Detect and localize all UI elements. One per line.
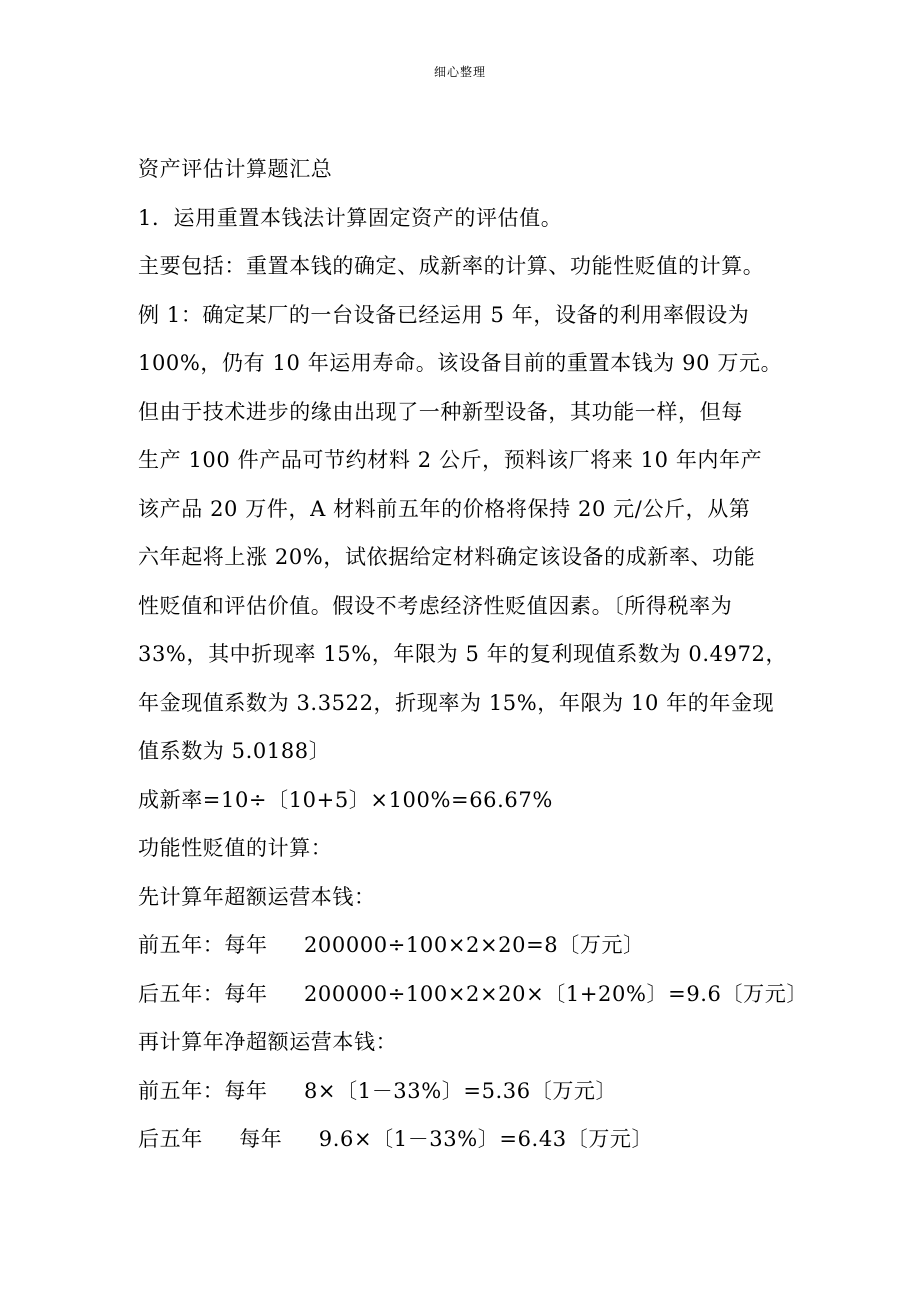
example-line: 100%，仍有 10 年运用寿命。该设备目前的重置本钱为 90 万元。 bbox=[138, 351, 783, 375]
page-header: 细心整理 bbox=[433, 65, 486, 79]
formula-line: 后五年 每年 9.6×〔1－33%〕=6.43〔万元〕 bbox=[138, 1127, 654, 1151]
document-body bbox=[138, 145, 808, 1164]
formula-line: 成新率=10÷〔10+5〕×100%=66.67% bbox=[138, 787, 553, 812]
subheading-line: 功能性贬值的计算： bbox=[138, 836, 333, 860]
example-line: 例 1：确定某厂的一台设备已经运用 5 年，设备的利用率假设为 bbox=[138, 302, 750, 327]
document-title: 资产评估计算题汇总 bbox=[138, 157, 333, 181]
example-line: 性贬值和评估价值。假设不考虑经济性贬值因素。〔所得税率为 bbox=[138, 593, 733, 618]
example-line: 值系数为 5.0188〕 bbox=[138, 739, 331, 763]
example-line: 生产 100 件产品可节约材料 2 公斤，预料该厂将来 10 年内年产 bbox=[138, 448, 763, 472]
example-line: 年金现值系数为 3.3522，折现率为 15%，年限为 10 年的年金现 bbox=[138, 690, 775, 715]
formula-line: 前五年：每年 200000÷100×2×20=8〔万元〕 bbox=[138, 933, 645, 957]
example-line: 但由于技术进步的缘由出现了一种新型设备，其功能一样，但每 bbox=[138, 399, 743, 424]
formula-line: 前五年：每年 8×〔1－33%〕=5.36〔万元〕 bbox=[138, 1078, 618, 1103]
subheading-line: 再计算年净超额运营本钱： bbox=[138, 1030, 398, 1054]
example-line: 六年起将上涨 20%，试依据给定材料确定该设备的成新率、功能 bbox=[138, 545, 756, 569]
section-heading: 1．运用重置本钱法计算固定资产的评估值。 bbox=[138, 205, 563, 230]
subheading-line: 先计算年超额运营本钱： bbox=[138, 884, 376, 909]
example-line: 33%，其中折现率 15%，年限为 5 年的复利现值系数为 0.4972， bbox=[138, 642, 788, 666]
formula-line: 后五年：每年 200000÷100×2×20×〔1+20%〕=9.6〔万元〕 bbox=[138, 981, 808, 1006]
paragraph-line: 主要包括：重置本钱的确定、成新率的计算、功能性贬值的计算。 bbox=[138, 254, 765, 278]
example-line: 该产品 20 万件，A 材料前五年的价格将保持 20 元/公斤，从第 bbox=[138, 496, 751, 521]
